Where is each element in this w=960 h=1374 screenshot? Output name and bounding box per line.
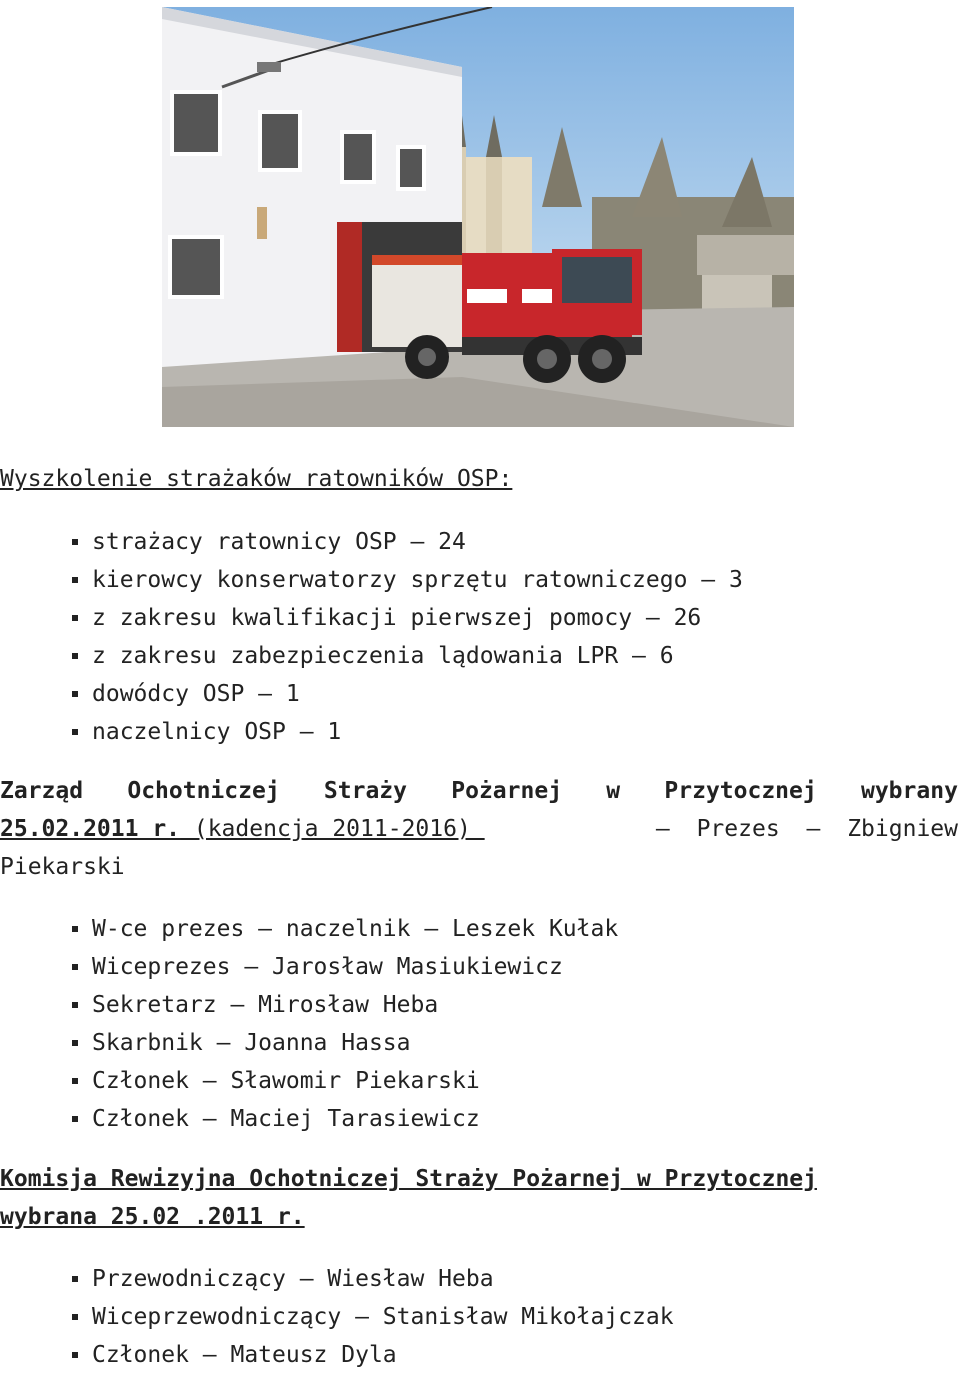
- heading-word: Przytocznej: [664, 778, 817, 804]
- heading-word: wybrany: [860, 778, 958, 804]
- photo-illustration: [162, 7, 794, 427]
- list-item: dowódcy OSP – 1: [72, 675, 743, 713]
- list-item: Przewodniczący – Wiesław Heba: [72, 1260, 674, 1298]
- list-item: W-ce prezes – naczelnik – Leszek Kułak: [72, 910, 618, 948]
- training-list: [72, 523, 743, 751]
- list-item: Członek – Sławomir Piekarski: [72, 1062, 618, 1100]
- list-item: Członek – Mateusz Dyla: [72, 1336, 674, 1374]
- heading-word: Straży: [323, 778, 408, 804]
- board-heading-term[interactable]: (kadencja 2011-2016): [180, 816, 485, 842]
- fire-station-photo: [162, 7, 794, 427]
- list-item: z zakresu zabezpieczenia lądowania LPR – 6: [72, 637, 743, 675]
- board-heading-rest-a: – Prezes – Zbigniew: [655, 816, 958, 842]
- heading-word: Pożarnej: [451, 778, 563, 804]
- board-heading-date[interactable]: 25.02.2011 r.: [0, 816, 181, 842]
- list-item: Wiceprzewodniczący – Stanisław Mikołajczak: [72, 1298, 674, 1336]
- list-item: naczelnicy OSP – 1: [72, 713, 743, 751]
- audit-list: [72, 1260, 674, 1374]
- audit-heading-line2[interactable]: wybrana 25.02 .2011 r.: [0, 1204, 305, 1230]
- board-list: [72, 910, 618, 1138]
- board-heading-line1[interactable]: [0, 772, 958, 810]
- board-heading: [0, 772, 958, 886]
- training-heading-link[interactable]: Wyszkolenie strażaków ratowników OSP:: [0, 466, 513, 492]
- heading-word: Zarząd: [0, 778, 84, 804]
- list-item: Skarbnik – Joanna Hassa: [72, 1024, 618, 1062]
- board-heading-rest-b: Piekarski: [0, 854, 125, 880]
- audit-heading-line1[interactable]: Komisja Rewizyjna Ochotniczej Straży Pożarnej w Przytocznej: [0, 1166, 817, 1192]
- list-item: Sekretarz – Mirosław Heba: [72, 986, 618, 1024]
- training-heading[interactable]: [0, 460, 958, 498]
- list-item: z zakresu kwalifikacji pierwszej pomocy – 26: [72, 599, 743, 637]
- list-item: strażacy ratownicy OSP – 24: [72, 523, 743, 561]
- heading-word: Ochotniczej: [127, 778, 280, 804]
- heading-word: w: [606, 778, 621, 804]
- list-item: Członek – Maciej Tarasiewicz: [72, 1100, 618, 1138]
- list-item: kierowcy konserwatorzy sprzętu ratowniczego – 3: [72, 561, 743, 599]
- audit-heading[interactable]: [0, 1160, 958, 1236]
- list-item: Wiceprezes – Jarosław Masiukiewicz: [72, 948, 618, 986]
